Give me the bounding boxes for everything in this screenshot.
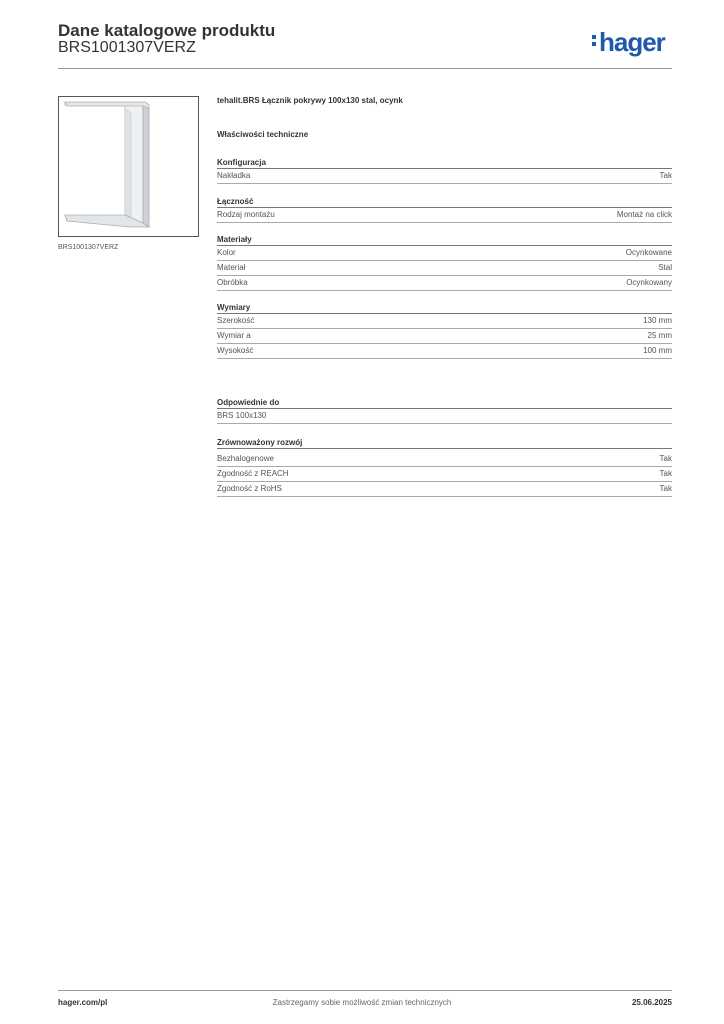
table-row xyxy=(217,276,672,291)
table-row xyxy=(217,344,672,359)
section-title: Łączność xyxy=(217,196,672,208)
table-row xyxy=(217,467,672,482)
technical-properties-title: Właściwości techniczne xyxy=(217,130,309,139)
row-value: Tak xyxy=(659,469,672,478)
section-suitable-for xyxy=(217,397,672,424)
row-label: Obróbka xyxy=(217,278,248,287)
section-title: Odpowiednie do xyxy=(217,397,672,409)
row-value: Ocynkowany xyxy=(626,278,672,287)
section-title: Zrównoważony rozwój xyxy=(217,437,672,449)
row-label: Wysokość xyxy=(217,346,254,355)
row-value: 130 mm xyxy=(643,316,672,325)
row-label: Bezhalogenowe xyxy=(217,454,274,463)
section-dimensions xyxy=(217,302,672,359)
hager-logo xyxy=(592,27,665,58)
table-row xyxy=(217,329,672,344)
table-row xyxy=(217,482,672,497)
row-label: Materiał xyxy=(217,263,246,272)
row-value: Tak xyxy=(659,171,672,180)
header-divider xyxy=(58,68,672,69)
row-value: Stal xyxy=(658,263,672,272)
product-image xyxy=(58,96,199,237)
section-materials xyxy=(217,234,672,291)
row-label: Szerokość xyxy=(217,316,255,325)
table-row xyxy=(217,169,672,184)
row-value: Tak xyxy=(659,454,672,463)
section-connectivity xyxy=(217,196,672,223)
row-label: Zgodność z RoHS xyxy=(217,484,282,493)
section-title: Wymiary xyxy=(217,302,672,314)
logo-text: hager xyxy=(599,27,665,57)
table-row xyxy=(217,452,672,467)
table-row xyxy=(217,246,672,261)
section-title: Materiały xyxy=(217,234,672,246)
section-configuration xyxy=(217,157,672,184)
row-label: BRS 100x130 xyxy=(217,411,267,420)
product-title: tehalit.BRS Łącznik pokrywy 100x130 stal, ocynk xyxy=(217,96,403,105)
logo-dots-icon xyxy=(592,32,597,49)
row-label: Kolor xyxy=(217,248,236,257)
table-row xyxy=(217,261,672,276)
row-value: Montaż na click xyxy=(616,210,672,219)
footer-website-link[interactable]: hager.com/pl xyxy=(58,998,108,1007)
footer-disclaimer: Zastrzegamy sobie możliwość zmian technicznych xyxy=(272,998,452,1007)
row-value: Ocynkowane xyxy=(625,248,672,257)
image-caption: BRS1001307VERZ xyxy=(58,244,119,251)
row-label: Wymiar a xyxy=(217,331,251,340)
section-sustainability xyxy=(217,437,672,497)
table-row xyxy=(217,314,672,329)
footer-date: 25.06.2025 xyxy=(631,998,672,1007)
section-title: Konfiguracja xyxy=(217,157,672,169)
product-code: BRS1001307VERZ xyxy=(58,39,196,56)
table-row xyxy=(217,208,672,223)
row-value: 25 mm xyxy=(647,331,672,340)
row-value: 100 mm xyxy=(643,346,672,355)
footer-divider xyxy=(58,990,672,991)
page-title: Dane katalogowe produktu xyxy=(58,21,276,40)
row-value: Tak xyxy=(659,484,672,493)
row-label: Zgodność z REACH xyxy=(217,469,289,478)
row-label: Rodzaj montażu xyxy=(217,210,275,219)
table-row xyxy=(217,409,672,424)
cover-connector-icon xyxy=(59,97,198,236)
row-label: Nakładka xyxy=(217,171,251,180)
